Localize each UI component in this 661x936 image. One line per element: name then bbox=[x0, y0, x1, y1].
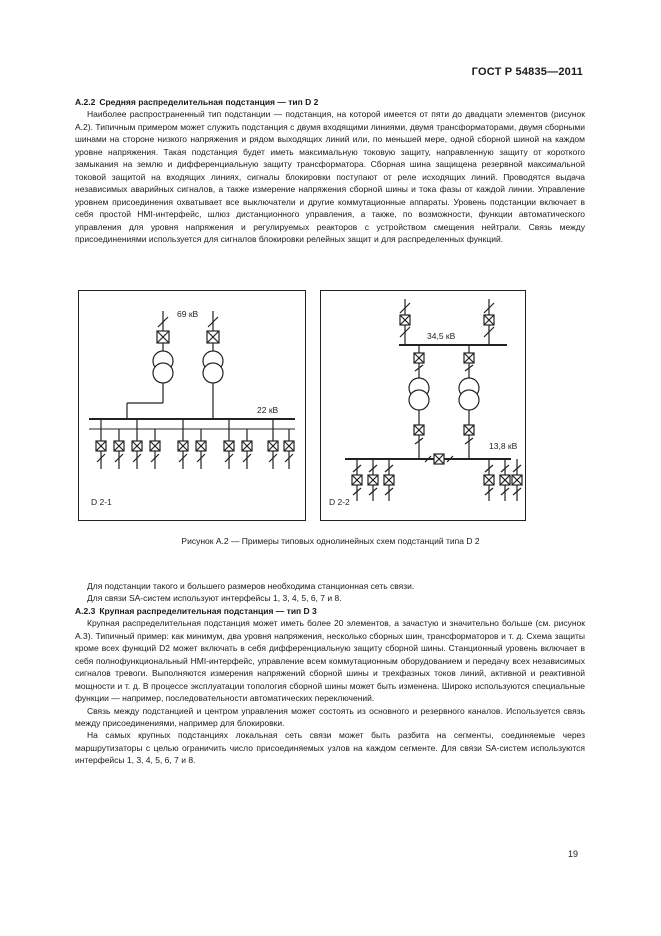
section-a23-paragraph-2: Связь между подстанцией и центром управления может состоять из основного и резервного каналов. Используется связь между присоединениями, например для блокировки. bbox=[75, 705, 585, 728]
diagram-d2-1 bbox=[78, 290, 306, 521]
incoming-line-1 bbox=[127, 311, 173, 419]
after-figure-paragraph-2: Для связи SA-систем используют интерфейсы 1, 3, 4, 5, 6, 7 и 8. bbox=[87, 593, 342, 604]
diagram-d2-1-label: D 2-1 bbox=[91, 497, 112, 507]
section-a22-title: Средняя распределительная подстанция — тип D 2 bbox=[99, 97, 319, 107]
incoming-line-1 bbox=[400, 299, 410, 345]
diagram-d2-2-voltage-bus: 13,8 кВ bbox=[489, 441, 518, 451]
document-standard-header: ГОСТ Р 54835—2011 bbox=[471, 66, 583, 78]
transformer-bay-1 bbox=[409, 345, 429, 459]
diagram-d2-1-voltage-bus: 22 кВ bbox=[257, 405, 279, 415]
section-a23 bbox=[75, 580, 585, 767]
after-figure-paragraph-1: Для подстанции такого и большего размеров необходима станционная сеть связи. bbox=[87, 581, 415, 591]
section-a22-number: А.2.2 bbox=[75, 97, 96, 107]
section-a22-heading bbox=[75, 96, 585, 108]
diagram-d2-2-label: D 2-2 bbox=[329, 497, 350, 507]
section-a23-paragraph-1: Крупная распределительная подстанция может иметь более 20 элементов, а зачастую и значительно больше (см. рисунок А.3). Типичный пример: как минимум, два уровня напряжения, несколько сборных шин, трансформаторов и т. д. Схема защиты кроме всех функций D2 может включать в себя дифференциальную защиту сборной шины. Станционный уровень включает в себя полнофункциональный HMI-интерфейс, управление всем коммутационным оборудованием и передачу всех независимых сигналов тревоги. Выполняются измерения напряжений сборной шины и трехфазных токов линий, активной и реактивной мощности и т. д. В процессе эксплуатации топология сборной шины может быть изменена. Широко используются специальные функции — например, последовательности автоматических переключений. bbox=[75, 618, 585, 704]
page-number: 19 bbox=[567, 849, 578, 859]
section-a23-paragraph-3: На самых крупных подстанциях локальная сеть связи может быть разбита на сегменты, соединяемые через маршрутизаторы с целью ограничить число присоединяемых узлов на каждом сегменте. Для связи SA-систем используются интерфейсы 1, 3, 4, 5, 6, 7 и 8. bbox=[75, 730, 585, 766]
section-a22 bbox=[75, 96, 585, 245]
incoming-line-2 bbox=[484, 299, 494, 345]
diagram-d2-1-voltage-top: 69 кВ bbox=[177, 309, 199, 319]
diagram-d2-2-drawing bbox=[321, 291, 525, 520]
figure-caption: Рисунок А.2 — Примеры типовых однолинейных схем подстанций типа D 2 bbox=[181, 536, 480, 546]
feeders-d2-2 bbox=[352, 459, 522, 501]
feeders-d2-1 bbox=[96, 419, 294, 469]
section-a23-number: А.2.3 bbox=[75, 605, 96, 616]
incoming-line-2 bbox=[203, 311, 223, 419]
section-a23-heading bbox=[75, 605, 585, 617]
diagram-d2-2 bbox=[320, 290, 526, 521]
section-a23-title: Крупная распределительная подстанция — тип D 3 bbox=[99, 605, 317, 616]
section-a22-paragraph: Наиболее распространенный тип подстанции — подстанция, на которой имеется от пяти до двадцати элементов (рисунок А.2). Типичным примером может служить подстанция с двумя входящими линиями, двумя трансформаторами, двумя сборными шинами на стороне низкого напряжения и рядом выходящих линий или, по меньшей мере, одной сборной шиной на каждом уровне напряжения. Такая подстанция будет иметь максимальную токовую защиту, направленную защиту от короткого замыкания на землю и дифференциальную защиту трансформатора. Сборная шина защищена резервной максимальной токовой защитой на входящих линиях, сигналы блокировки поступают от реле исходящих линий. Проводятся выдача независимых аварийных сигналов, а также измерение напряжения сборной шины и тока фазы от каждой линии. Управление уровнем присоединения охватывает все выключатели и другие коммутационные аппараты. Уровень подстанции включает в себя простой HMI-интерфейс, шлюз дистанционного управления, а также, по возможности, функции автоматического управления для уровня напряжения и регулируемых реакторов с устройством смещения нейтрали. Связь между присоединениями используется для сигналов блокировки релейных защит и для распределенных функций. bbox=[75, 109, 585, 244]
diagram-d2-2-voltage-top: 34,5 кВ bbox=[427, 331, 456, 341]
transformer-bay-2 bbox=[459, 345, 479, 459]
diagram-d2-1-drawing bbox=[79, 291, 305, 520]
